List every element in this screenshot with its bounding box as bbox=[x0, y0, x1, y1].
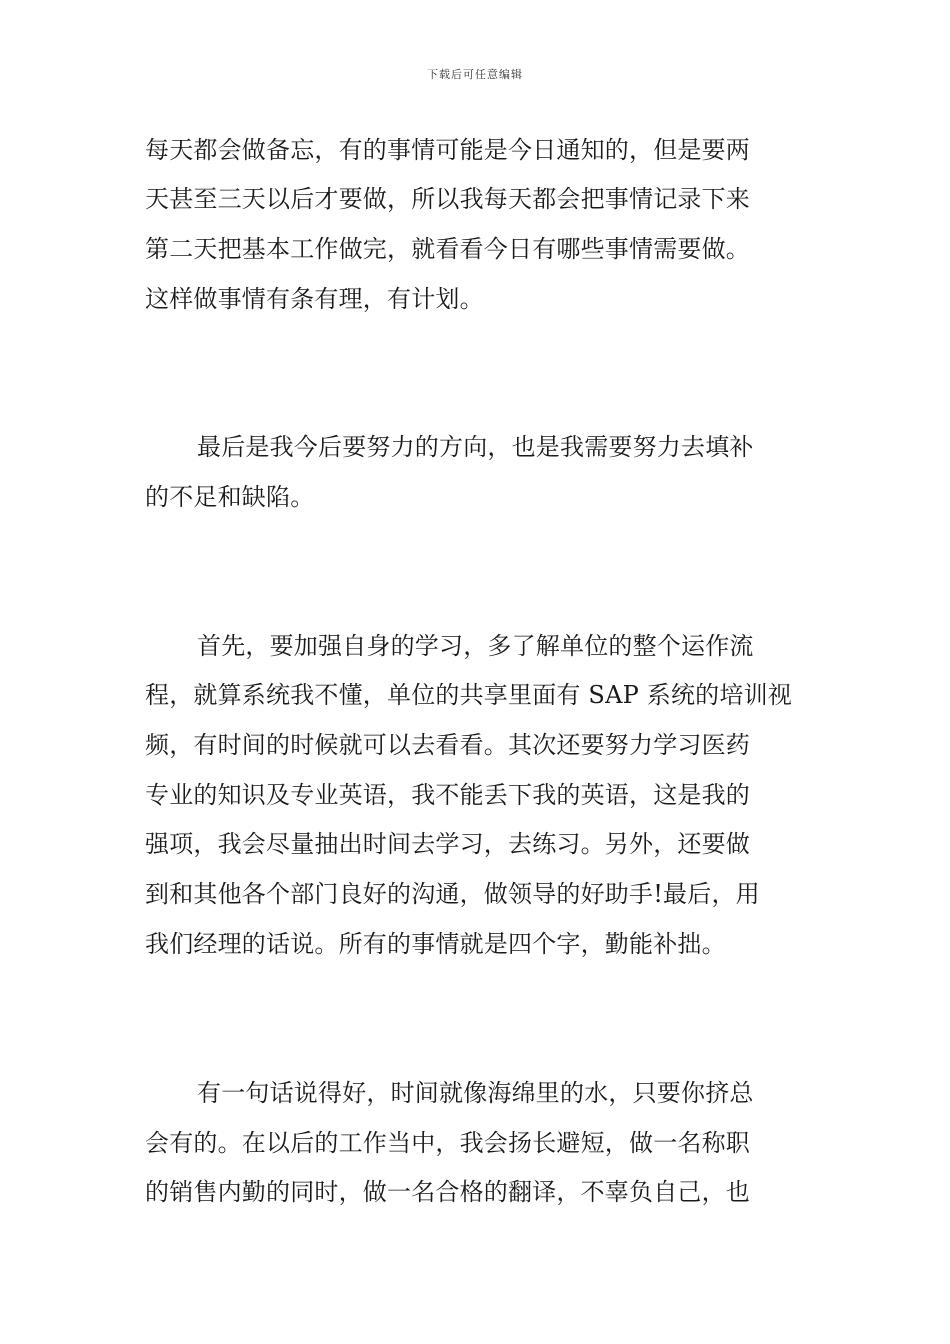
paragraph-4-line-2: 会有的。在以后的工作当中，我会扬长避短，做一名称职 bbox=[145, 1129, 750, 1157]
header-note: 下载后可任意编辑 bbox=[427, 68, 523, 81]
paragraph-3-line-2: 程，就算系统我不懂，单位的共享里面有 SAP 系统的培训视 bbox=[145, 681, 792, 709]
paragraph-4-line-1: 有一句话说得好，时间就像海绵里的水，只要你挤总 bbox=[197, 1079, 754, 1107]
paragraph-1-line-1: 每天都会做备忘，有的事情可能是今日通知的，但是要两 bbox=[145, 136, 750, 164]
paragraph-2-line-2: 的不足和缺陷。 bbox=[145, 483, 315, 511]
paragraph-3-line-3: 频，有时间的时候就可以去看看。其次还要努力学习医药 bbox=[145, 731, 750, 759]
paragraph-3-line-7: 我们经理的话说。所有的事情就是四个字，勤能补拙。 bbox=[145, 930, 726, 958]
paragraph-3-line-1: 首先，要加强自身的学习，多了解单位的整个运作流 bbox=[197, 632, 754, 660]
paragraph-3-line-6: 到和其他各个部门良好的沟通，做领导的好助手!最后，用 bbox=[145, 880, 760, 908]
paragraph-2-line-1: 最后是我今后要努力的方向，也是我需要努力去填补 bbox=[197, 433, 754, 461]
paragraph-3-line-5: 强项，我会尽量抽出时间去学习，去练习。另外，还要做 bbox=[145, 830, 750, 858]
paragraph-4-line-3: 的销售内勤的同时，做一名合格的翻译，不辜负自己，也 bbox=[145, 1178, 750, 1206]
paragraph-1-line-4: 这样做事情有条有理，有计划。 bbox=[145, 285, 484, 313]
paragraph-3-line-4: 专业的知识及专业英语，我不能丢下我的英语，这是我的 bbox=[145, 781, 750, 809]
paragraph-1-line-2: 天甚至三天以后才要做，所以我每天都会把事情记录下来 bbox=[145, 185, 750, 213]
paragraph-1-line-3: 第二天把基本工作做完，就看看今日有哪些事情需要做。 bbox=[145, 235, 750, 263]
